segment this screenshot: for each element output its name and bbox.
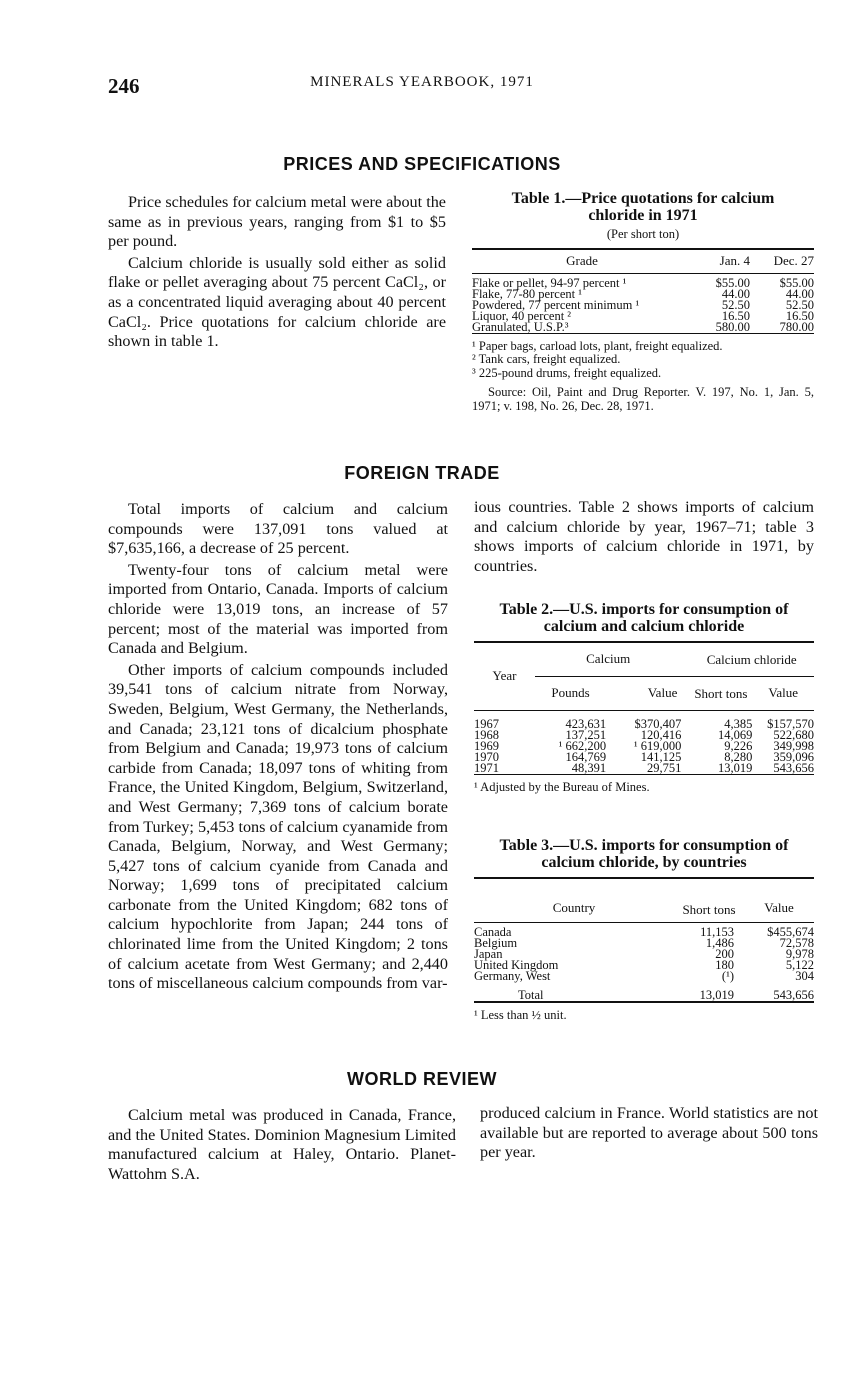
- table1-jan-price: 52.50: [721, 297, 750, 312]
- table3-col-value: Value: [764, 899, 794, 915]
- foreign-paragraph-2: Twenty-four tons of calcium metal were imported from Ontario, Canada. Imports of calcium chloride were 13,019 tons, an increase of 57 percent; most of the material was imported from Canada and Belgium.: [108, 560, 448, 658]
- table3-value: $455,674: [767, 924, 814, 939]
- table1-jan-price: 44.00: [721, 286, 750, 301]
- table2-year: 1970: [474, 749, 499, 764]
- running-title: MINERALS YEARBOOK, 1971: [310, 74, 534, 90]
- world-paragraph-1-continued: produced calcium in France. World statistics are not available but are reported to average about 500 tons per year.: [480, 1104, 818, 1162]
- table1-note-1: ¹ Paper bags, carload lots, plant, freight equalized.: [472, 338, 723, 353]
- table1-dec-price: $55.00: [779, 275, 814, 290]
- table1-dec-price: 44.00: [785, 286, 814, 301]
- table2-pounds: 137,251: [565, 727, 607, 742]
- table3: [474, 877, 814, 1007]
- table3-short-tons: 180: [715, 957, 734, 972]
- prices-heading: PRICES AND SPECIFICATIONS: [283, 154, 561, 174]
- table3-title: Table 3.—U.S. imports for consumption of calcium chloride, by countries: [499, 837, 789, 871]
- foreign-paragraph-3: Other imports of calcium compounds included 39,541 tons of calcium nitrate from Norway, Sweden, Belgium, West Germany, the Netherlands, and Canada; 23,121 tons of dicalcium phosphate from Belgium and Canada; 19,973 tons of calcium carbide from Canada; 18,097 tons of whiting from France, the United Kingdom, Belgium, Switzerland, and West Germany; 7,369 tons of calcium borate from Turkey; 5,453 tons of calcium cyanamide from Canada, Belgium, Norway, and West Germany; 5,427 tons of calcium cyanide from Canada and Norway; 1,699 tons of precipitated calcium carbonate from the United Kingdom; 682 tons of calcium hypochlorite from Japan; 244 tons of chlorinated lime from the United Kingdom; 2 tons of calcium acetate from West Germany; and 2,440 tons of miscellaneous calcium compounds from var-: [108, 660, 448, 993]
- table2-title: Table 2.—U.S. imports for consumption of calcium and calcium chloride: [499, 601, 789, 635]
- table3-row: [474, 971, 814, 982]
- table2-chloride-value: 359,096: [773, 749, 814, 764]
- table3-total-label: Total: [518, 987, 544, 1002]
- table1-grade: Powdered, 77 percent minimum ¹: [472, 297, 640, 312]
- world-paragraph-1: Calcium metal was produced in Canada, France, and the United States. Dominion Magnesium Limited manufactured calcium at Haley, Ontario. Planet-Wattohm S.A.: [108, 1106, 456, 1183]
- table2-pounds: ¹ 662,200: [558, 738, 607, 753]
- table2-year: 1968: [474, 727, 499, 742]
- table2-col-pounds: Pounds: [551, 685, 590, 700]
- table2-value: 120,416: [640, 727, 682, 742]
- table1: [472, 248, 814, 338]
- table2-col-value: Value: [647, 685, 678, 700]
- table2-chloride-value: 543,656: [773, 760, 814, 775]
- table2-short-tons: 9,226: [724, 738, 753, 753]
- table3-country: Germany, West: [474, 968, 551, 983]
- table3-value: 5,122: [785, 957, 814, 972]
- table3-country: Canada: [474, 924, 512, 939]
- table2-pounds: 164,769: [565, 749, 607, 764]
- table1-note-3: ³ 225-pound drums, freight equalized.: [472, 365, 662, 380]
- table3-short-tons: 11,153: [700, 924, 734, 939]
- foreign-left-column: [108, 500, 448, 994]
- table3-short-tons: 200: [715, 946, 734, 961]
- table2-chloride-value: 522,680: [773, 727, 814, 742]
- table2-col-value2: Value: [768, 685, 798, 700]
- table2-year: 1971: [474, 760, 499, 775]
- prices-paragraph-2: Calcium chloride is usually sold either as solid flake or pellet averaging about 75 percent CaCl₂, or as a concentrated liquid averaging about 40 percent CaCl₂. Price quotations for calcium chloride are shown in table 1.: [108, 253, 446, 351]
- table3-country: United Kingdom: [474, 957, 559, 972]
- table3-col-country: Country: [552, 899, 596, 915]
- table1-jan-price: 580.00: [715, 319, 750, 334]
- table3-block: [474, 837, 814, 1022]
- table1-row: [472, 322, 814, 334]
- table2-year: 1967: [474, 716, 499, 731]
- table1-dec-price: 16.50: [785, 308, 814, 323]
- table1-note-2: ² Tank cars, freight equalized.: [472, 352, 621, 366]
- table3-col-short-tons: Short tons: [682, 901, 736, 917]
- table2-group-chloride: Calcium chloride: [681, 642, 814, 676]
- table2-chloride-value: $157,570: [767, 716, 814, 731]
- table2-pounds: 48,391: [571, 760, 607, 775]
- table2-short-tons: 13,019: [718, 760, 753, 775]
- table3-row: [474, 927, 814, 938]
- foreign-paragraph-1: Total imports of calcium and calcium compounds were 137,091 tons valued at $7,635,166, a decrease of 25 percent.: [108, 500, 448, 558]
- table3-short-tons: (¹): [721, 968, 734, 983]
- table2-value: $370,407: [634, 716, 682, 731]
- prices-paragraph-1: Price schedules for calcium metal were about the same as in previous years, ranging from $1 to $5 per pound.: [108, 193, 446, 251]
- table2-block: [474, 601, 814, 794]
- table1-title: Table 1.—Price quotations for calcium chloride in 1971: [511, 190, 775, 224]
- foreign-right-column: [474, 498, 814, 576]
- page-number: 246: [108, 74, 140, 98]
- table2-pounds: 423,631: [565, 716, 607, 731]
- table1-block: [472, 190, 814, 413]
- table2-short-tons: 14,069: [718, 727, 753, 742]
- table3-country: Belgium: [474, 935, 518, 950]
- prices-column: [108, 193, 446, 352]
- world-right-column: [480, 1104, 818, 1163]
- table3-total-tons: 13,019: [699, 987, 734, 1002]
- table3-note: ¹ Less than ½ unit.: [474, 1007, 567, 1022]
- table1-grade: Flake, 77-80 percent ¹: [472, 286, 582, 301]
- table2-year: 1969: [474, 738, 499, 753]
- table3-value: 72,578: [779, 935, 814, 950]
- world-review-heading: WORLD REVIEW: [347, 1069, 497, 1089]
- table2-value: 29,751: [646, 760, 682, 775]
- table2-value: 141,125: [640, 749, 682, 764]
- table3-total-row: [474, 990, 814, 1002]
- table2-row: [474, 763, 814, 775]
- table3-total-value: 543,656: [773, 987, 814, 1002]
- table1-col-jan: Jan. 4: [719, 253, 750, 269]
- table2-short-tons: 4,385: [724, 716, 753, 731]
- table2-value: ¹ 619,000: [633, 738, 682, 753]
- table2-short-tons: 8,280: [724, 749, 753, 764]
- table1-source: Source: Oil, Paint and Drug Reporter. V. 197, No. 1, Jan. 5, 1971; v. 198, No. 26, Dec. 28, 1971.: [472, 385, 814, 413]
- table1-grade: Liquor, 40 percent ²: [472, 308, 572, 323]
- table1-subtitle: (Per short ton): [606, 227, 680, 241]
- table3-value: 304: [795, 968, 814, 983]
- foreign-paragraph-3-continued: ious countries. Table 2 shows imports of calcium and calcium chloride by year, 1967–71; table 3 shows imports of calcium chloride in 1971, by countries.: [474, 498, 814, 575]
- table1-dec-price: 52.50: [785, 297, 814, 312]
- world-left-column: [108, 1106, 456, 1184]
- table1-dec-price: 780.00: [779, 319, 814, 334]
- foreign-trade-heading: FOREIGN TRADE: [344, 463, 500, 483]
- table1-col-dec: Dec. 27: [773, 253, 814, 269]
- table3-short-tons: 1,486: [705, 935, 734, 950]
- table2-row: [474, 752, 814, 763]
- table2-note: ¹ Adjusted by the Bureau of Mines.: [474, 779, 650, 794]
- table2: [474, 641, 814, 779]
- table2-col-short-tons: Short tons: [694, 685, 748, 701]
- table1-jan-price: $55.00: [715, 275, 750, 290]
- table2-col-year: Year: [492, 668, 517, 684]
- table1-col-grade: Grade: [566, 253, 598, 269]
- table3-value: 9,978: [785, 946, 814, 961]
- table3-country: Japan: [474, 946, 503, 961]
- table3-row: [474, 938, 814, 949]
- table2-chloride-value: 349,998: [773, 738, 814, 753]
- table1-grade: Granulated, U.S.P.³: [472, 319, 569, 334]
- table1-jan-price: 16.50: [721, 308, 750, 323]
- table2-group-calcium: Calcium: [535, 642, 681, 676]
- table1-grade: Flake or pellet, 94-97 percent ¹: [472, 275, 627, 290]
